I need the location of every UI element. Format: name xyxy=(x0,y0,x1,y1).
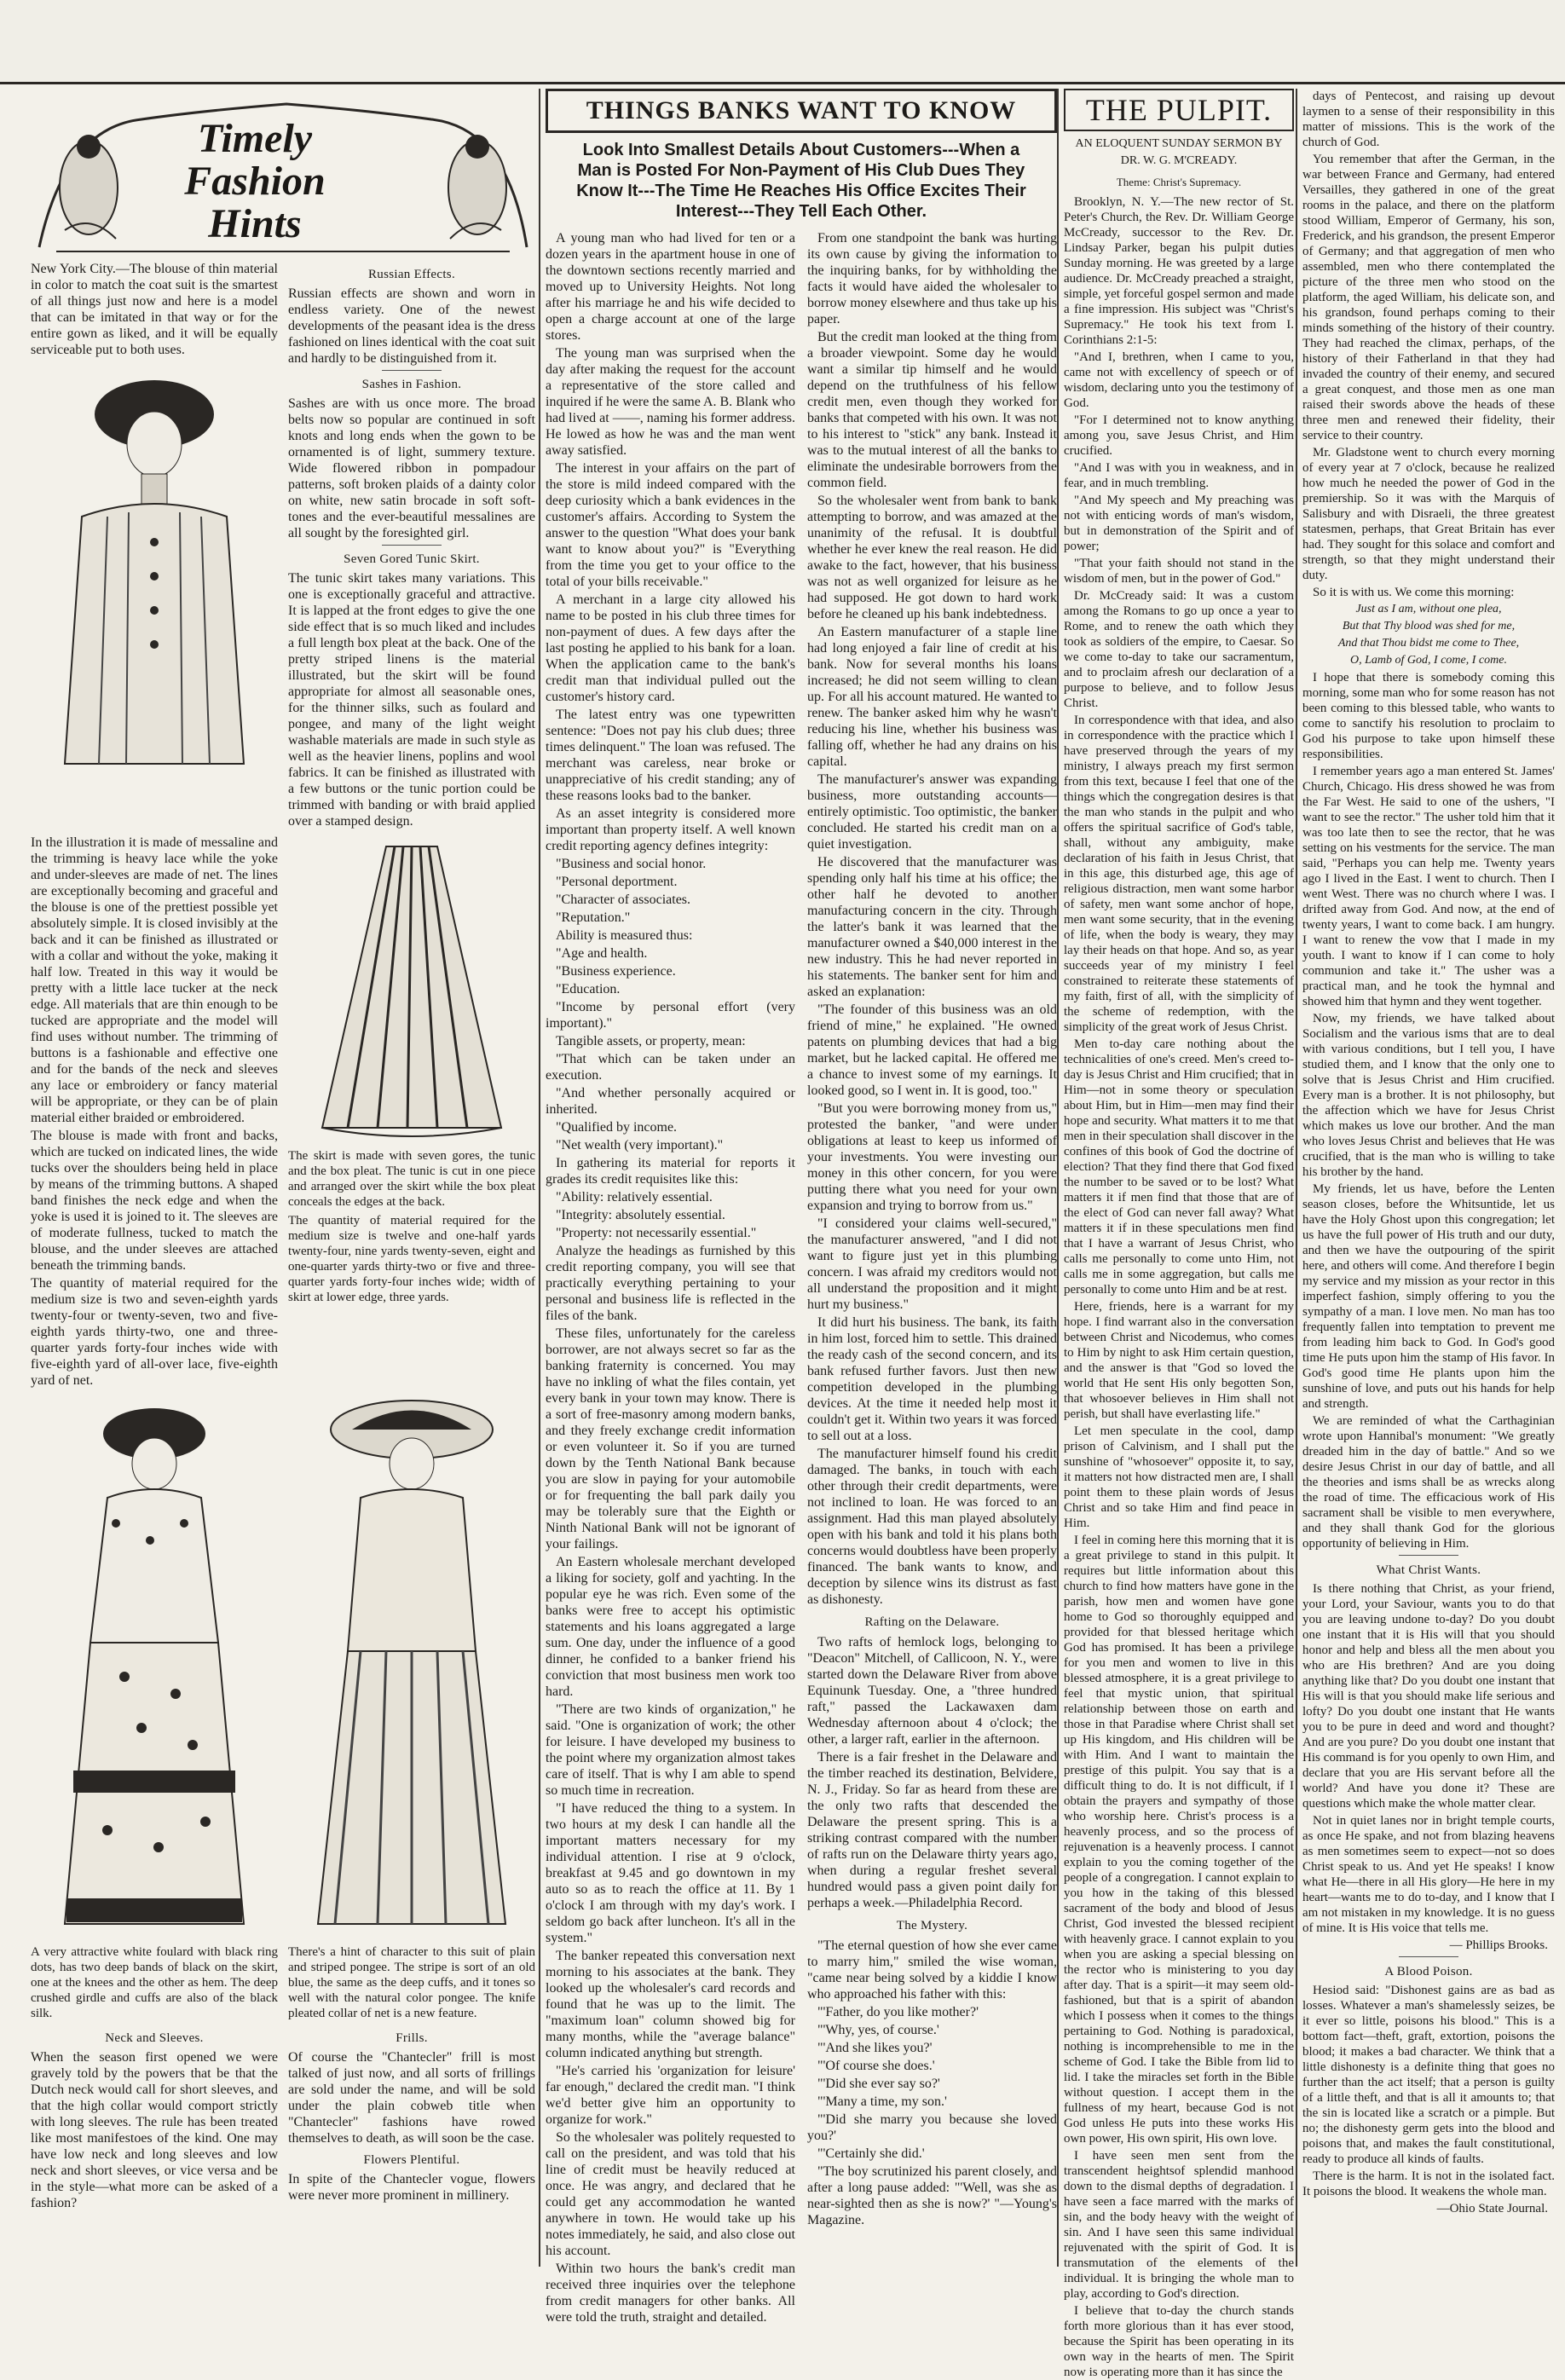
pulpit-continued-column xyxy=(1296,89,1555,2267)
sermon-paragraph: We are reminded of what the Carthaginian wrote upon Hannibal's monument: "We greatly dreaded him in the day of battle." And so we desire Jesus Christ in our day of battle, and all the theories and isms shall be as wrecks along the road of time. The efficacious work of His sacrament shall be visible to men everywhere, and they shall thank God for the glorious opportunity of believing in Him. xyxy=(1302,1414,1555,1551)
banks-paragraph: "Ability: relatively essential. xyxy=(556,1190,713,1204)
brooks-signoff: — Phillips Brooks. xyxy=(1449,1938,1548,1952)
tunic-skirt-illustration xyxy=(297,838,527,1145)
banks-paragraph: It did hurt his business. The bank, its faith in him lost, forced him to settle. This drained the ready cash of the second concern, and its bank refused further favors. Just then new competition developed in the plumbing devices. At the time it needed help most it couldn't get it. Within two years it was forced to sell out at a loss. xyxy=(807,1315,1057,1443)
rafting-heading: Rafting on the Delaware. xyxy=(864,1615,1000,1629)
sermon-paragraph: Brooklyn, N. Y.—The new rector of St. Peter's Church, the Rev. Dr. William George McCready, successor to the Rev. Dr. Lindsay Parker, began his pulpit duties Sunday morning. He was greeted by a large audience. Dr. McCready preached a straight, simple, yet forceful gospel sermon and made a fine impression. His subject was "Christ's Supremacy." He took his text from I. Corinthians 2:1-5: xyxy=(1064,195,1294,347)
mystery-dialogue-line: "'Did she ever say so?' xyxy=(817,2077,940,2091)
hymn-line-4: O, Lamb of God, I come, I come. xyxy=(1350,654,1507,667)
sermon-paragraph: Dr. McCready said: It was a custom among the Romans to go up once a year to Rome, and to renew the oath which they took as soldiers of the empire, to Caesar. So we come to-day to take our sacramentum, and to proclaim afresh our declaration of a purpose to believe, and to follow Jesus Christ. xyxy=(1064,589,1294,710)
sermon-paragraph: I remember years ago a man entered St. James' Church, Chicago. His dress showed he was from the Far West. He said to one of the ushers, "I want to see the rector." The usher told him that it was too late then to see the rector, that he was setting on his vestments for the service. The man said, "Perhaps you can help me. Twenty years ago I lived in the East. I went to church. Then I went West. There was no church where I was. I drifted away from God. And now, at the end of twenty years, I want to come back. I am hungry. I want to renew the vow that I made in my youth. I want to know if I can come to holy communion and take it." The usher was a practical man, and he took the hymnal and showed him that hymn and they went together. xyxy=(1302,765,1555,1008)
hymn-line-3: And that Thou bidst me come to Thee, xyxy=(1337,637,1520,650)
skirt-caption-2: The quantity of material required for the medium size is twelve and one-half yards twenty-four, nine yards twenty-seven, eight and one-quarter yards thirty-two or five and three-quarter yards forty-four inches wide; width of skirt at lower edge, three yards. xyxy=(288,1214,535,1304)
banks-subheadline: Look Into Smallest Details About Customers---When a Man is Posted For Non-Payment of His Club Dues They Know It---The Time He Reaches His Office Excites Their Interest---They Tell Each Other. xyxy=(576,141,1026,221)
mystery-dialogue-line: "'Certainly she did.' xyxy=(817,2146,925,2161)
banks-paragraph: "Business experience. xyxy=(556,964,676,979)
banks-paragraph: "Property: not necessarily essential." xyxy=(556,1226,757,1240)
banks-paragraph: The banker repeated this conversation next morning to his associates at the bank. They looked up the wholesaler's card records and found that he was up to the limit. The "maximum loan" column showed big for many months, while the "average balance" column indicated anything but strength. xyxy=(546,1949,795,2060)
sermon-paragraph: "And I, brethren, when I came to you, came not with excellency of speech or of wisdom, declaring unto you the testimony of God. xyxy=(1064,350,1294,410)
banks-paragraph: An Eastern manufacturer of a staple line had long enjoyed a fair line of credit at his bank. Now for several months his loans increased; he did not seem willing to clean up. For all his account matured. He wanted to renew. The banker asked him why he wasn't reducing his line, whether his business was falling off, whether he had any drains on his capital. xyxy=(807,625,1057,769)
sermon-paragraph: Here, friends, here is a warrant for my hope. I find warrant also in the conversation between Christ and Nicodemus, who comes to Him by night to ask Him certain question, and the answer is that "God so loved the world that He sent His only begotten Son, that whosoever believes in Him shall not perish, but shall have everlasting life." xyxy=(1064,1300,1294,1421)
sermon-paragraph: Now, my friends, we have talked about Socialism and the various isms that are to deal with various conditions, but I tell you, I have studied them, and I know that the only one to solve that is Jesus Christ and Him crucified. Every man is a brother. It is not philosophy, but the affection which we have for Jesus Christ which makes us love our brother. And the man who loves Jesus Christ and believes that He was crucified, that is the man who is willing to take his brother by the hand. xyxy=(1302,1012,1555,1179)
mystery-dialogue-line: "'Why, yes, of course.' xyxy=(817,2023,939,2037)
hymn-line-1: Just as I am, without one plea, xyxy=(1355,603,1502,615)
banks-paragraph: "Business and social honor. xyxy=(556,857,707,871)
pulpit-author: DR. W. G. M'CREADY. xyxy=(1120,154,1238,167)
frills-heading: Frills. xyxy=(396,2031,428,2045)
pulpit-cont-text xyxy=(1302,89,1555,2216)
pulpit-subtitle: AN ELOQUENT SUNDAY SERMON BY xyxy=(1075,137,1283,150)
sermon-paragraph: "And I was with you in weakness, and in fear, and in much trembling. xyxy=(1064,461,1294,490)
tunic-text: The tunic skirt takes many variations. This one is exceptionally graceful and attractive. It is lapped at the front edges to give the one side effect that is so much liked and includes a full length box pleat at the back. One of the pretty striped linens is the material illustrated, but the skirt will be found appropriate for almost all seasonable ones, for the thinner silks, such as foulard and pongee, and many of the light weight washable materials are made in such style as well as the heavier linens, poplins and wool fabrics. It can be finished as illustrated with a few buttons or the tunic portion could be trimmed with banding or with braid applied over a stamped design. xyxy=(288,571,535,829)
banks-paragraph: "Personal deportment. xyxy=(556,875,678,889)
banks-paragraph: "I have reduced the thing to a system. In two hours at my desk I can handle all the important matters necessary for my individual attention. I rise at 9 o'clock, breakfast at 9.45 and go downtown in my auto so as to reach the office at 11. By 1 o'clock I am through with my day's work. I seldom go back after luncheon. It's all in the system." xyxy=(546,1801,795,1945)
pulpit-text xyxy=(1064,194,1294,2380)
fashion-header xyxy=(31,94,535,261)
hymn-line-2: But that Thy blood was shed for me, xyxy=(1342,620,1516,633)
divider xyxy=(1399,1555,1458,1556)
russian-text: Russian effects are shown and worn in endless variety. One of the newest developments of the peasant idea is the dress fashioned on lines identical with the coat suit and hardly to be distinguished from it. xyxy=(288,286,535,366)
banks-paragraph: So the wholesaler went from bank to bank attempting to borrow, and was amazed at the unanimity of the refusal. It is doubtful whether he ever knew the real reason. He did awake to the fact, however, that his business was not as well organized for leisure as he had supposed. He got down to hard work before he cleaned up his bank indebtedness. xyxy=(807,494,1057,621)
sermon-paragraph: In correspondence with that idea, and also in correspondence with the practice which I have preserved through the years of my ministry, I always preach my first sermon from this text, because I feel that one of the things which the congregation desires is that the man who stands in the pulpit and who offers the spiritual sacrifice of God's table, shall, without any ambiguity, make declaration of his faith in Jesus Christ, that in this age, this disturbed age, this age of religious distraction, men want some harbor of safety, men want some anchor of hope, men want some security, that in the evening of life, when the body is weary, they may lay their heads on that hope. And so, as year succeeds year of my ministry I feel constrained to reiterate these statements of my faith, first of all, with the simplicity of the scheme of redemption, with the simplicity of the great work of Jesus Christ. xyxy=(1064,713,1294,1034)
ohio-signoff: —Ohio State Journal. xyxy=(1436,2202,1548,2215)
banks-paragraph: An Eastern wholesale merchant developed a liking for society, golf and yachting. In the popular eye he was rich. Even some of the banks were free to accept his optimistic statements and his loans aggregated a large sum. One day, under the influence of a good dinner, he confided to a banker friend his conviction that most business men work too hard. xyxy=(546,1555,795,1699)
sermon-paragraph: Men to-day care nothing about the technicalities of one's creed. Men's creed to-day is Jesus Christ and Him crucified; that in Him—not in some theory or speculation about Him, but in Him—men may find their hope and security. What matters it to me that men in their speculation shall discover in the confines of this book of God the doctrine of election? That they find there that God fixed the number to be saved or to be lost? What matters it if men find that those that are of the elect of God can never fall away? What matters it if in these speculations men find that I have a warrant of Jesus Christ, who calls me personally to come unto Him, not calls me in some aggregation, but calls me personally to come unto Him and be at rest. xyxy=(1064,1037,1294,1297)
rafting-text-2: There is a fair freshet in the Delaware and the timber reached its destination, Belvidere, N. J., Friday. So far as heard from these are the only two rafts that descended the Delaware the present spring. This is a striking contrast compared with the number of rafts run on the Delaware thirty years ago, when during a regular freshet several hundred would pass a given point daily for perhaps a week.—Philadelphia Record. xyxy=(807,1750,1057,1910)
tunic-heading: Seven Gored Tunic Skirt. xyxy=(344,552,480,566)
banks-paragraph: The manufacturer himself found his credit damaged. The banks, in touch with each other through their credit departments, were not inclined to loan. He was forced to an assignment. Had this man played absolutely open with his bank and told it his plans both concerns would doubtless have been properly financed. The bank wants to know, and deception by silence wins its distrust as fast as dishonesty. xyxy=(807,1447,1057,1607)
banks-paragraph: So the wholesaler was politely requested to call on the president, and was told that his line of credit must be heavily reduced at once. He was angry, and declared that he could get any accommodation he wanted anywhere in town. He would take up his notes immediately, he said, and also close out his account. xyxy=(546,2130,795,2258)
banks-paragraph: "Integrity: absolutely essential. xyxy=(556,1208,725,1222)
mystery-dialogue-line: "'Did she marry you because she loved you?' xyxy=(807,2112,1057,2143)
sermon-paragraph: "And My speech and My preaching was not with enticing words of man's wisdom, but in demonstration of the Spirit and of power; xyxy=(1064,494,1294,553)
banks-paragraph: "And whether personally acquired or inherited. xyxy=(546,1086,795,1117)
skirt-caption: The skirt is made with seven gores, the tunic and the box pleat. The tunic is cut in one piece and arranged over the skirt while the box pleat conceals the edges at the back. xyxy=(288,1149,535,1209)
fashion-intro: New York City.—The blouse of thin material in color to match the coat suit is the smartest of all things just now and here is a model that can be imitated in that way or for the entire gown as liked, and it will be equally serviceable put to both uses. xyxy=(31,262,278,357)
banks-paragraph: In gathering its material for reports it grades its credit requisites like this: xyxy=(546,1156,795,1187)
blood-poison-end: There is the harm. It is not in the isolated fact. It poisons the blood. It weakens the whole man. xyxy=(1302,2169,1555,2198)
blood-poison-text: Hesiod said: "Dishonest gains are as bad as losses. Whatever a man's shamelessly seizes, be it ever so little, poisons his blood." This is a bottom fact—theft, graft, extortion, poisons the blood; it makes a bad character. We think that a little dishonesty is a definite thing that goes no further than the act itself; that a person is guilty of a little theft, and that is all it amounts to; that the sin is located like a scratch or a pimple. But no; the dishonesty germ gets into the blood and poisons that, and makes the fault constitutional, ready to produce all kinds of faults. xyxy=(1302,1984,1555,2166)
what-christ-wants-text-2: Not in quiet lanes nor in bright temple courts, as once He spake, and not from blazing heavens as men sometimes seem to expect—not so does Christ speak to us. And yet He speaks! I know what He—there in all His glory—He here in my heart—wants me to do to-day, and I know that I am not mistaken in my knowledge. It is no guess of mine. It is His voice that tells me. xyxy=(1302,1814,1555,1935)
rafting-text: Two rafts of hemlock logs, belonging to "Deacon" Mitchell, of Callicoon, N. Y., were started down the Delaware River from above Equinunk Tuesday. One, a "three hundred raft," passed the Lackawaxen dam Wednesday afternoon about 4 o'clock; the other, a larger raft, earlier in the afternoon. xyxy=(807,1635,1057,1747)
foulard-caption: A very attractive white foulard with black ring dots, has two deep bands of black on the skirt, one at the knees and the other as hem. The deep crushed girdle and cuffs are also of the black silk. xyxy=(31,1945,278,2020)
sermon-paragraph: You remember that after the German, in the war between France and Germany, had entered Versailles, they gathered in one of the great rooms in the palace, and there on the platform stood William, Emperor of Germany, his son, Frederick, and his grandson, the present Emperor of Germany; and that aggregation of men who assembled, men who there contemplated the picture of the three men who stood on the platform, the aged William, his delicate son, and his grandson, found perhaps coming to their minds something of the history of their country. They had reached the climax, perhaps, of the history of their Fatherland in that they had invaded the country of their enemy, and secured a great conquest, and those men as one man raised their swords above the heads of these three men and renewed their fidelity, their service to their country. xyxy=(1302,153,1555,442)
banks-paragraph: "Age and health. xyxy=(556,946,648,961)
sermon-paragraph: I believe that to-day the church stands forth more glorious than it has ever stood, because the Spirit has been operating in its own way in the hearts of men. The Spirit now is operating more than it has since the xyxy=(1064,2304,1294,2379)
banks-text-left xyxy=(546,230,795,2327)
banks-paragraph: But the credit man looked at the thing from a broader viewpoint. Some day he would want a similar tip himself and he would depend on the truthfulness of his fellow credit men, even though they worked for banks that competed with his own. It was not to his interest to "stick" any bank. Instead it was to the mutual interest of all the banks to eliminate the undesirable borrowers from the common field. xyxy=(807,330,1057,490)
banks-text-right xyxy=(807,230,1057,2327)
banks-paragraph: "There are two kinds of organization," he said. "One is organization of work; the other for leisure. I have developed my business to the point where my organization almost takes care of itself. That is why I am able to spend so much time in recreation. xyxy=(546,1702,795,1798)
sermon-paragraph: I hope that there is somebody coming this morning, some man who for some reason has not been coming to this blessed table, who wants to come to sanctify his resolution to proclaim to God his purpose to take upon himself these responsibilities. xyxy=(1302,671,1555,761)
fashion-column xyxy=(31,89,535,2267)
banks-paragraph: "Qualified by income. xyxy=(556,1120,678,1135)
foulard-dress-illustration xyxy=(48,1395,261,1941)
banks-paragraph: A young man who had lived for ten or a dozen years in the apartment house in one of the downtown sections recently married and moved up to University Heights. Not long after his marriage he and his wife decided to open a charge account at one of the large stores. xyxy=(546,231,795,343)
russian-heading: Russian Effects. xyxy=(367,268,455,281)
banks-paragraph: "That which can be taken under an execution. xyxy=(546,1052,795,1083)
banks-paragraph: "But you were borrowing money from us," protested the banker, "and were under obligations at least to keep us informed of your investments. You were investing our money in this other concern, for you were putting there what you need for your own expansion and trying to borrow from us." xyxy=(807,1101,1057,1213)
banks-paragraph: "I considered your claims well-secured," the manufacturer answered, "and I did not want to figure just yet in this plumbing concern. I was afraid my creditors would not all understand the proposition and it might hurt my business." xyxy=(807,1216,1057,1312)
banks-paragraph: "Income by personal effort (very important)." xyxy=(546,1000,795,1031)
banks-paragraph: The manufacturer's answer was expanding business, more outstanding accounts—entirely optimistic. Too optimistic, the banker concluded. He started his credit man on a quiet investigation. xyxy=(807,772,1057,852)
banks-paragraph: These files, unfortunately for the careless borrower, are not always secret so far as the banking fraternity is concerned. You may have no inkling of what the files contain, yet every bank in your town may know. There is a sort of free-masonry among modern banks, and they freely exchange credit information or even volunteer it. So if you are turned down by the Tenth National Bank because you are slow in paying for your automobile or for frequenting the ball park daily you may be tolerably sure that the Eighth or Ninth National Bank will not be ignorant of your failings. xyxy=(546,1326,795,1551)
sermon-paragraph: days of Pentecost, and raising up devout laymen to a sense of their responsibility in this matter of missions. This is the work of the church of God. xyxy=(1302,90,1555,149)
divider xyxy=(1399,1956,1458,1957)
mystery-end: "The boy scrutinized his parent closely, and after a long pause added: "'Well, was she as near-sighted then as she is now?' "—Young's Magazine. xyxy=(807,2164,1057,2227)
sermon-paragraph: My friends, let us have, before the Lenten season closes, before the Whitsuntide, let us have the Holy Ghost upon this congregation; let us have the full power of His truth and our duty, and then we have the outpouring of the spirit here, and others will come. And therefore I begin my service and my mission as your rector in this imperfect fashion, simply offering to you the sympathy of a man. I love men. No man has too frequently fallen into temptation to prevent me from leading him back to God. In God's good time He puts upon him the stamp of His favor. In God's good time He plants upon him the sunshine of love, and puts out his hands for help and strength. xyxy=(1302,1182,1555,1411)
sermon-paragraph: I feel in coming here this morning that it is a great privilege to stand in this pulpit. It requires but little information about this church to find how matters have gone in the parish, how men and women have gone home to God so thoroughly equipped and provided for that blessed heritage which God has promised. It has been a privilege for you men and women to live in this blessed atmosphere, it is a great privilege to feel that mystic union, that spiritual relationship between those on earth and those in that Paradise where Christ shall set up His kingdom, and His children will be with Him. And I want to maintain the prestige of this pulpit. You say that is a difficult thing to do. It is not difficult, if I obtain the prayers and sympathy of those who worship here. Christ's process is a heavenly process, and so the process of rejuvenation is a heavenly process. I cannot explain to you the coming together of the people of a congregation. I cannot explain to you how in the taking of this blessed sacrament of the body and blood of Jesus Christ, God invested the blessed recipient with heavenly grace. I cannot explain to you when you are asking a special blessing on the rector who is ministering to you day after day. That is a spirit—it may seem old-fashioned, but that is a spirit of abandon which I possess when it comes to the things pertaining to God. Nothing is paradoxical, nothing is incomprehensible to me in the scheme of God. I take the Bible from lid to lid. I take the miracles set forth in the Bible without question. I accept them in the fullness of my heart, because God is not God unless He puts into these works His own power, His own spirit, His own love. xyxy=(1064,1534,1294,2146)
sermon-paragraph: "For I determined not to know anything among you, save Jesus Christ, and Him crucified. xyxy=(1064,413,1294,458)
banks-paragraph: Within two hours the bank's credit man received three inquiries over the telephone from credit managers for other banks. All were told the truth, straight and detailed. xyxy=(546,2262,795,2325)
what-christ-wants-heading: What Christ Wants. xyxy=(1376,1563,1481,1577)
banks-paragraph: "He's carried his 'organization for leisure' far enough," declared the credit man. "I think we'd better give him an opportunity to organize for work." xyxy=(546,2064,795,2127)
sashes-text: Sashes are with us once more. The broad belts now so popular are continued in soft knots and long ends when the gown to be ornamented is of light, summery texture. Wide flowered ribbon in pompadour patterns, soft broken plaids of a dainty color on white, new satin brocade in soft soft-tones and the ever-beautiful messalines are all sought by the foresighted girl. xyxy=(288,396,535,540)
flowers-heading: Flowers Plentiful. xyxy=(363,2153,460,2167)
banks-paragraph: "Net wealth (very important)." xyxy=(556,1138,724,1152)
fashion-title: Timely Fashion Hints xyxy=(184,116,326,246)
banks-headline: THINGS BANKS WANT TO KNOW xyxy=(546,89,1057,133)
sermon-paragraph: "That your faith should not stand in the wisdom of men, but in the power of God." xyxy=(1064,557,1294,586)
banks-paragraph: Analyze the headings as furnished by this credit reporting company, you will see that practically everything pertaining to your personal and business life is reflected in the files of the bank. xyxy=(546,1244,795,1323)
sermon-paragraph: Let men speculate in the cool, damp prison of Calvinism, and I shall put the sunshine of "whosoever" opposite it, to say, it matters not how distracted men are, I shall point them to these plain words of Jesus Christ and so take Him and find peace in Him. xyxy=(1064,1424,1294,1530)
banks-paragraph: Tangible assets, or property, mean: xyxy=(556,1034,746,1048)
banks-paragraph: He discovered that the manufacturer was spending only half his time at his office; the other half he devoted to another manufacturing concern in the city. Through the latter's bank it was learned that the manufacturer owned a $40,000 interest in the new industry. This he had never reported in his statements. The banker sent for him and asked an explanation: xyxy=(807,855,1057,999)
mystery-text: "The eternal question of how she ever came to marry him," smiled the wise woman, "came near being solved by a kiddie I know who approached his father with this: xyxy=(807,1938,1057,2002)
blouse-text-3: The quantity of material required for the medium size is two and seven-eighth yards twenty-four or twenty-seven, two and five-eighth yards thirty-two, one and three-quarter yards forty-four inches wide with five-eighth yard of all-over lace, five-eighth yard of net. xyxy=(31,1276,278,1388)
sermon-paragraph: I have seen men sent from the transcendent heightsof splendid manhood down to the dismal depths of degradation. I have seen a face marred with the marks of sin, and the body heavy with the weight of sin. And I have seen this same individual rejuvenated with the spirit of God. It is transmutation of the elements of the individual. It is bringing the whole man to play, according to God's direction. xyxy=(1064,2149,1294,2301)
sermon-paragraph: Mr. Gladstone went to church every morning of every year at 7 o'clock, because he realized how much he needed the power of God in the premiership. So it was with the Marquis of Salisbury and with Disraeli, the three greatest statesmen, perhaps, that Great Britain has ever had. They sought for this solace and comfort and strength, so that they might understand their duty. xyxy=(1302,446,1555,582)
mystery-dialogue-line: "'And she likes you?' xyxy=(817,2041,933,2055)
pulpit-headline: THE PULPIT. xyxy=(1064,89,1294,131)
blouse-illustration xyxy=(48,363,261,789)
banks-paragraph: The interest in your affairs on the part of the store is mild indeed compared with the deep curiosity which a bank evidences in the customer's affairs. According to System the answer to the question "What does your bank want to know about you?" is "Everything from the time you get to your office to the total of your bills receivable." xyxy=(546,461,795,589)
mystery-heading: The Mystery. xyxy=(896,1919,968,1932)
torn-page-header xyxy=(0,0,1565,84)
banks-paragraph: "The founder of this business was an old friend of mine," he explained. "He owned patents on plumbing devices that had a big market, but he lacked capital. He offered me a chance to invest some of my earnings. It looked good, so I went in. It is good, too." xyxy=(807,1002,1057,1098)
neck-text: When the season first opened we were gravely told by the powers that be that the Dutch neck would call for short sleeves, and that the high collar would comport strictly with long sleeves. The rule has been treated like most manifestoes of the kind. One may have low neck and long sleeves and low neck and short sleeves, or vice versa and be in the style—what more can be asked of a fashion? xyxy=(31,2050,278,2210)
flowers-text: In spite of the Chantecler vogue, flowers were never more prominent in millinery. xyxy=(288,2172,535,2203)
banks-paragraph: "Reputation." xyxy=(556,910,631,925)
divider xyxy=(382,545,442,546)
sashes-heading: Sashes in Fashion. xyxy=(361,378,462,391)
what-christ-wants-text: Is there nothing that Christ, as your friend, your Lord, your Saviour, wants you to do that you are leaving undone to-day? Do you doubt one instant that it is His will that you should honor and help and bless all the men about you who are His brethren? And are you doing anything like that? Do you doubt one instant that His will is that you should make life serious and lofty? Do you doubt one instant that He wants you to be pure in deed and word and thought? And are you pure? Do you doubt one instant that His command is for you openly to own Him, and declare that you are His servant before all the world? And have you done it? These are questions which make the whole matter clear. xyxy=(1302,1582,1555,1811)
blood-poison-heading: A Blood Poison. xyxy=(1384,1965,1473,1979)
blouse-text-2: The blouse is made with front and backs, which are tucked on indicated lines, the wide tucks over the shoulders being held in place by means of the trimming buttons. A shaped band finishes the neck edge and when the yoke is used it is joined to it. The sleeves are of moderate fullness, tucked to match the blouse, and the under sleeves are attached beneath the trimming bands. xyxy=(31,1129,278,1273)
banks-paragraph: The latest entry was one typewritten sentence: "Does not pay his club dues; three times delinquent." The loan was refused. The merchant was careless, near broke or unappreciative of his credit standing; any of these reasons looks bad to the banker. xyxy=(546,708,795,803)
pulpit-column xyxy=(1057,89,1294,2379)
mystery-dialogue-line: "'Of course she does.' xyxy=(817,2059,935,2073)
banks-column xyxy=(539,89,1057,2325)
divider xyxy=(382,370,442,371)
banks-paragraph: A merchant in a large city allowed his name to be posted in his club three times for non-payment of dues. A few days after the last posting he applied to his bank for a loan. When the application came to the bank's credit man that individual pulled out the customer's history card. xyxy=(546,592,795,704)
banks-paragraph: As an asset integrity is considered more important than property itself. A well known credit reporting agency defines integrity: xyxy=(546,806,795,853)
neck-heading: Neck and Sleeves. xyxy=(105,2031,204,2045)
mystery-dialogue-line: "'Father, do you like mother?' xyxy=(817,2005,979,2019)
banks-paragraph: Ability is measured thus: xyxy=(556,928,693,943)
mystery-dialogue-line: "'Many a time, my son.' xyxy=(817,2094,947,2109)
pulpit-theme: Theme: Christ's Supremacy. xyxy=(1116,176,1242,188)
frills-text: Of course the "Chantecler" frill is most talked of just now, and all sorts of frillings are sold under the name, and will be sold under the plain cobweb title when "Chantecler" fashions have rowed themselves to death, as will soon be the case. xyxy=(288,2050,535,2146)
pongee-suit-illustration xyxy=(292,1395,531,1941)
banks-paragraph: The young man was surprised when the day after making the request for the account a representative of the store called and inquired if he were the same A. B. Blank who had lived at ——, naming his former address. He lowed as how he was and the man went away satisfied. xyxy=(546,346,795,458)
pongee-caption: There's a hint of character to this suit of plain and striped pongee. The stripe is sort of an old blue, the same as the deep cuffs, and it tones so well with the natural color pongee. The knife pleated collar of net is a new feature. xyxy=(288,1945,535,2020)
banks-paragraph: From one standpoint the bank was hurting its own cause by giving the information to the inquiring banks, for by withholding the facts it would have aided the wholesaler to borrow money elsewhere and thus take up his paper. xyxy=(807,231,1057,326)
sermon-paragraph: So it is with us. We come this morning: xyxy=(1313,586,1515,599)
blouse-text: In the illustration it is made of messaline and the trimming is heavy lace while the yoke and under-sleeves are made of net. The lines are exceptionally becoming and graceful and the blouse is one of the prettiest possible yet absolutely simple. It is closed invisibly at the back and it can be finished as illustrated or with a collar and without the yoke, making it half low. Treated in this way it would be pretty with a little lace tucker at the neck edge. All materials that are thin enough to be tucked are appropriate and the model will find uses without number. The trimming of buttons is a fashionable and effective one and for the bands of the neck and sleeves any lace or embroidery or fancy material will be appropriate, or they can be of plain material either braided or embroidered. xyxy=(31,835,278,1125)
banks-paragraph: "Character of associates. xyxy=(556,892,691,907)
banks-paragraph: "Education. xyxy=(556,982,621,996)
